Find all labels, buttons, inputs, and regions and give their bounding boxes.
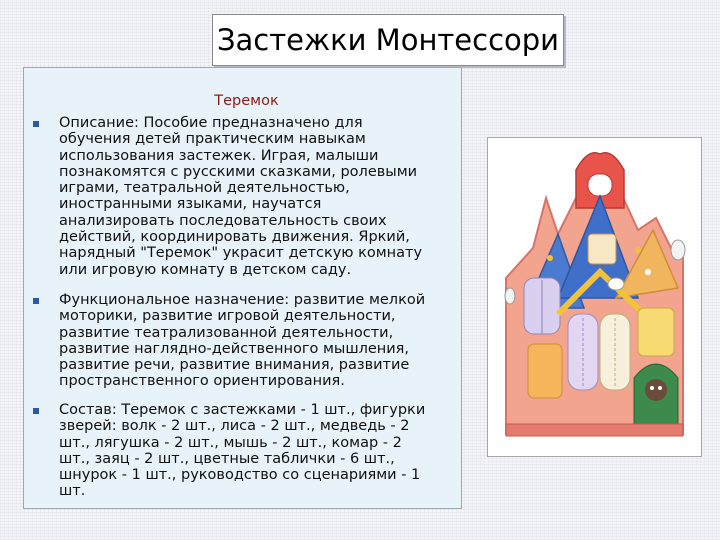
bullet-text-description: Описание: Пособие предназначено для обучения детей практическим навыкам использования застежек. Играя, малыши познакомятся с русскими сказками, ролевыми играми, театральной деятельностью, иностранными языками, научатся анализировать последовательность своих действий, координировать движения. Яркий, нарядный "Теремок" украсит детскую комнату или игровую комнату в детском саду.: [59, 115, 423, 278]
slide-title: Застежки Монтессори: [212, 14, 564, 66]
content-heading: Теремок: [214, 93, 279, 109]
terem-house-picture: [488, 138, 701, 456]
product-photo-frame: [487, 137, 702, 457]
content-box: [23, 67, 462, 509]
square-bullet-icon: [33, 408, 39, 414]
square-bullet-icon: [33, 298, 39, 304]
square-bullet-icon: [33, 121, 39, 127]
bullet-text-contents: Состав: Теремок с застежками - 1 шт., фигурки зверей: волк - 2 шт., лиса - 2 шт., медведь - 2 шт., лягушка - 2 шт., мышь - 2 шт., комар - 2 шт., заяц - 2 шт., цветные таблички - 6 шт., шнурок - 1 шт., руководство со сценариями - 1 шт.: [59, 402, 426, 500]
bullet-text-function: Функциональное назначение: развитие мелкой моторики, развитие игровой деятельности, развитие театрализованной деятельности, развитие наглядно-действенного мышления, развитие речи, развитие внимания, развитие пространственного ориентирования.: [59, 292, 426, 390]
